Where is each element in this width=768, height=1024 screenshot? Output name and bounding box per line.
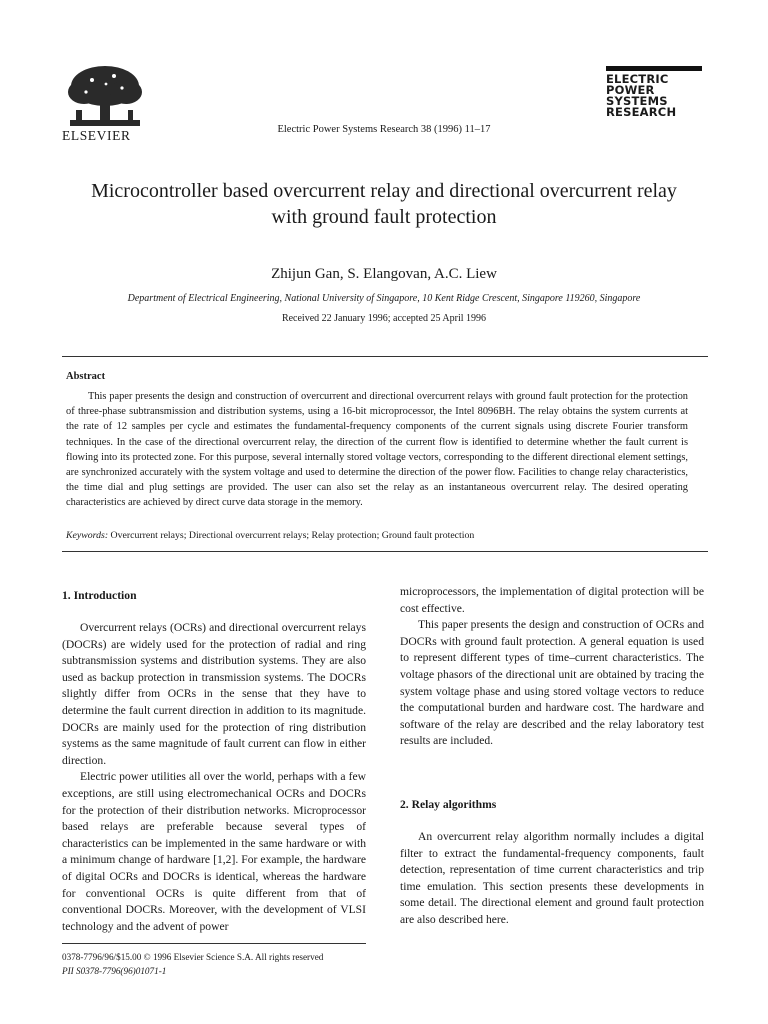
copyright-footnote	[62, 950, 323, 978]
footnote-divider	[62, 943, 366, 944]
keywords-text: Overcurrent relays; Directional overcurrent relays; Relay protection; Ground fault protection	[110, 530, 475, 541]
section-intro-heading	[62, 588, 366, 605]
section-heading-text: 1. Introduction	[62, 589, 137, 602]
abstract-text: This paper presents the design and construction of overcurrent and directional overcurrent relays with ground fault protection for the protection of three-phase subtransmission and distribution systems, using a 16-bit microprocessor, the Intel 8096BH. The relay obtains the system currents at the rate of 12 samples per cycle and estimates the fundamental-frequency components of the current signals using discrete Fourier transform techniques. In the case of the directional overcurrent relay, the direction of the current flow is identified to determine whether the fault current is flowing into its protected zone. For this purpose, several internally stored voltage vectors, corresponding to the different directional element settings, are synchronized accurately with the system voltage and used to determine the direction of the power flow. Facilities to change relay characteristics, the time dial and plug settings are provided. The user can also set the relay as an instantaneous overcurrent relay. The desired operating characteristics are achieved by direct curve data storage in the memory.	[66, 391, 688, 509]
divider-top	[62, 356, 708, 357]
intro-column-continued	[400, 584, 704, 750]
divider-bottom	[62, 551, 708, 552]
journal-logo-bar	[606, 66, 702, 71]
publisher-name: ELSEVIER	[62, 128, 131, 143]
elsevier-tree-logo	[62, 62, 148, 132]
paper-title: Microcontroller based overcurrent relay and directional overcurrent relay with ground fault protection	[91, 180, 677, 228]
intro-paragraph-2-continued: microprocessors, the implementation of digital protection will be cost effective.	[400, 585, 704, 615]
copyright-line: 0378-7796/96/$15.00 © 1996 Elsevier Science S.A. All rights reserved	[62, 952, 324, 962]
journal-logo-word: POWER	[606, 83, 655, 97]
journal-logo	[606, 66, 702, 118]
section-relay-heading	[400, 797, 704, 814]
journal-logo-word: SYSTEMS	[606, 94, 668, 108]
section-heading-text: 2. Relay algorithms	[400, 798, 497, 811]
intro-paragraph-3: This paper presents the design and construction of OCRs and DOCRs with ground fault protection. A general equation is used to represent different types of time–current characteristics. The voltage phasors of the directional unit are obtained by tracing the system voltage phase and using stored voltage vectors to reduce the computational burden and hardware cost. The hardware and software of the relay are described and the relay laboratory test results are included.	[400, 618, 704, 748]
relay-column-text	[400, 829, 704, 929]
relay-paragraph-1: An overcurrent relay algorithm normally includes a digital filter to extract the fundamental-frequency components, fault detection, representation of time current characteristics and trip time emulation. This section presents these developments in some detail. The directional element and ground fault protection are also described here.	[400, 830, 704, 926]
journal-logo-word: RESEARCH	[606, 105, 677, 119]
keywords-line	[66, 530, 688, 541]
journal-logo-word: ELECTRIC	[606, 72, 669, 86]
pii-line: PII S0378-7796(96)01071-1	[62, 966, 167, 976]
received-dates: Received 22 January 1996; accepted 25 April 1996	[281, 313, 487, 324]
journal-reference: Electric Power Systems Research 38 (1996) 11–17	[277, 124, 491, 135]
intro-paragraph-2: Electric power utilities all over the world, perhaps with a few exceptions, are still using electromechanical OCRs and DOCRs for the protection of their distribution networks. Microprocessor based relays are preferable because several types of characteristics can be implemented in the same hardware or with a minimum change of hardware [1,2]. For example, the hardware of digital OCRs and DOCRs is identical, whereas the hardware for conventional OCRs is quite different from that of conventional DOCRs. Moreover, with the development of VLSI technology and the advent of power	[62, 770, 366, 933]
abstract-heading: Abstract	[66, 371, 106, 382]
author-list: Zhijun Gan, S. Elangovan, A.C. Liew	[271, 266, 497, 282]
intro-column-text	[62, 620, 366, 935]
keywords-label: Keywords:	[66, 530, 109, 541]
intro-paragraph-1: Overcurrent relays (OCRs) and directional overcurrent relays (DOCRs) are widely used for the protection of radial and ring subtransmission systems and distribution systems. They are also used as backup protection in transmission systems. The DOCRs slightly differ from OCRs in the sense that they have to determine the fault current direction in addition to its magnitude. DOCRs are mainly used for the protection of ring distribution systems as the same magnitude of fault current can flow in either direction.	[62, 621, 366, 767]
author-affiliation: Department of Electrical Engineering, National University of Singapore, 10 Kent Ridge Crescent, Singapore 119260, Singapore	[127, 293, 641, 304]
